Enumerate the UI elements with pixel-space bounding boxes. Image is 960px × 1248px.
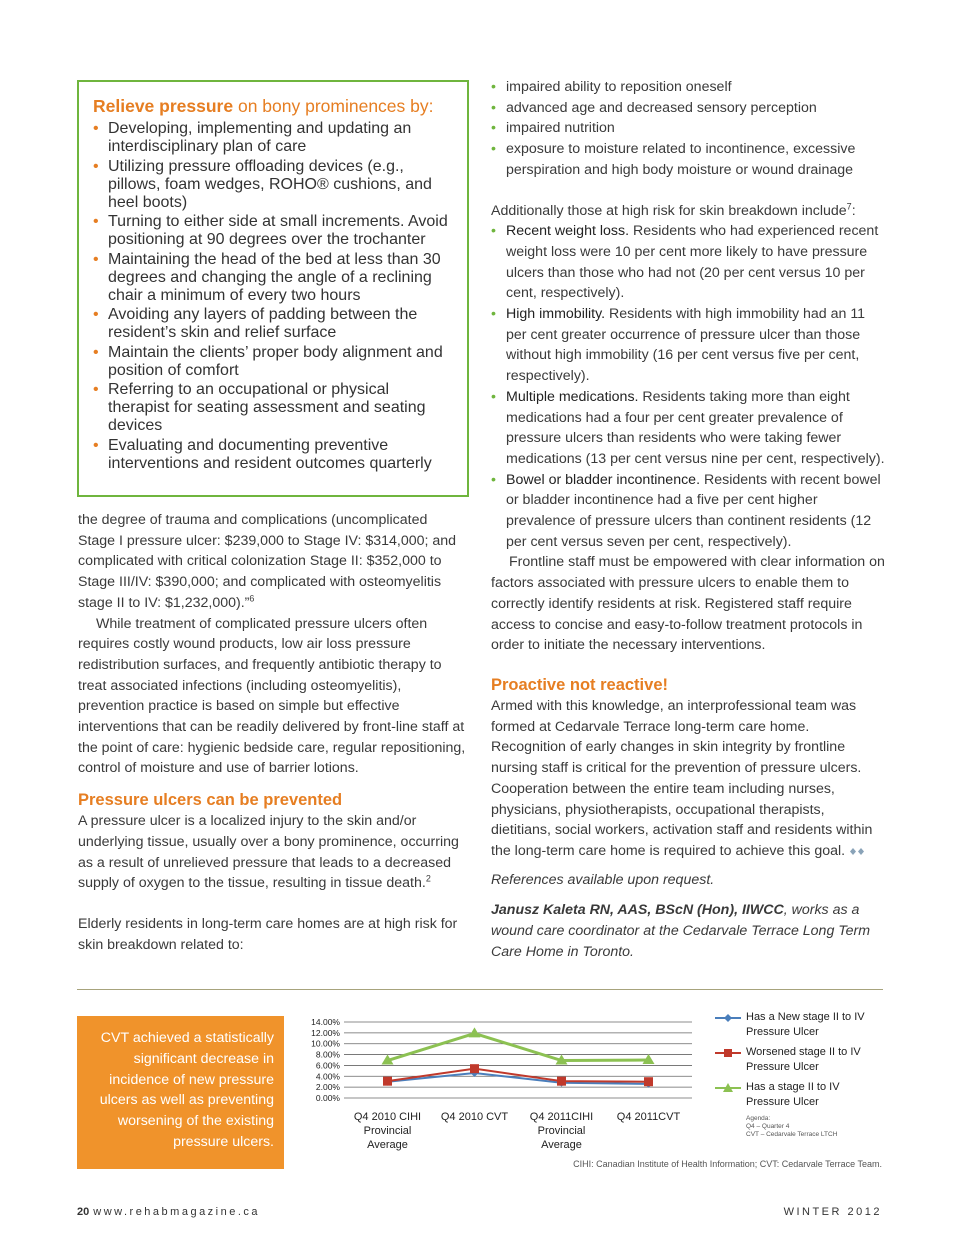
list-item: • High immobility. Residents with high immobility had an 11 per cent greater occurrence of pressure ulcer than those without high immobility (16 per cent versus five per cent, respectively). (491, 304, 885, 387)
chart-legend (715, 1010, 885, 1139)
paragraph: Frontline staff must be empowered with clear information on factors associated with pressure ulcers to enable them to correctly identify residents at risk. Registered staff require access to concise and easy-to-follow treatment protocols in order to initiate the necessary interventions. (491, 554, 885, 654)
list-item: • Evaluating and documenting preventive interventions and resident outcomes quarterly (93, 437, 453, 473)
legend-label: Pressure Ulcer (746, 1026, 819, 1038)
legend-label: Worsened stage II to IV (746, 1046, 861, 1058)
list-item: • Referring to an occupational or physical therapist for seating assessment and seating devices (93, 381, 453, 435)
paragraph: Additionally those at high risk for skin breakdown include$^7$: (491, 200, 856, 219)
list-item: • advanced age and decreased sensory perception (491, 98, 885, 119)
legend-item (715, 1080, 885, 1110)
legend-label: Pressure Ulcer (746, 1061, 819, 1073)
list-item: • Bowel or bladder incontinence. Residents with recent bowel or bladder incontinence had a five per cent higher prevalence of pressure ulcers than continent residents (12 per cent versus seven per cent, respectively). (491, 470, 885, 553)
legend-line-diamond-icon (715, 1013, 741, 1023)
list-item: • Maintaining the head of the bed at less than 30 degrees and changing the angle of a reclining chair a minimum of every two hours (93, 251, 453, 305)
data-point (644, 1077, 653, 1086)
x-tick-label: Q4 2011CVT (616, 1111, 681, 1123)
x-tick-label: Q4 2010 CVT (440, 1111, 509, 1123)
x-tick-label: Average (367, 1139, 408, 1151)
footer-left (77, 1206, 260, 1218)
legend-line-square-icon (715, 1048, 741, 1058)
section-heading: Proactive not reactive! (491, 675, 668, 694)
paragraph: While treatment of complicated pressure ulcers often requires costly wound products, low air loss pressure redistribution surfaces, and frequently antibiotic therapy to treat associated infections (including osteomyelitis), prevention practice is based on simple but effective interventions that can be readily delivered by front-line staff at the point of care: hygienic bedside care, regular repositioning, control of moisture and use of barrier lotions. (78, 615, 466, 777)
y-tick-label: 12.00% (311, 1027, 340, 1038)
section-heading: Pressure ulcers can be prevented (78, 791, 343, 810)
sidebar-list (93, 120, 453, 473)
legend-item (715, 1045, 885, 1075)
paragraph: Elderly residents in long-term care homes are at high risk for skin breakdown related to: (78, 915, 458, 953)
legend-line-triangle-icon (715, 1083, 741, 1093)
issue-label: WINTER 2012 (783, 1206, 882, 1218)
y-tick-label: 6.00% (315, 1060, 340, 1071)
data-point (470, 1064, 479, 1073)
series-line (388, 1069, 649, 1082)
paragraph: Armed with this knowledge, an interprofessional team was formed at Cedarvale Terrace long-term care home. Recognition of early changes in skin integrity by frontline nursing staff is critical for the prevention of pressure ulcers. Cooperation between the entire team including nurses, physicians, physiotherapists, occupational therapists, dietitians, social workers, activation staff and residents within the long-term care home is required to achieve this goal. (491, 697, 873, 859)
y-tick-label: 10.00% (311, 1038, 340, 1049)
list-item: • impaired nutrition (491, 118, 885, 139)
y-tick-label: 4.00% (315, 1071, 340, 1082)
list-item: • Avoiding any layers of padding between the resident’s skin and relief surface (93, 306, 453, 342)
line-chart (296, 1010, 706, 1160)
sidebar-title: Relieve pressure on bony prominences by: (93, 96, 434, 116)
y-tick-label: 0.00% (315, 1093, 340, 1103)
divider (77, 989, 883, 990)
risk-factor-list (491, 77, 885, 181)
callout-box: CVT achieved a statistically significant decrease in incidence of new pressure ulcers as well as preventing worsening of the existing pressure ulcers. (77, 1016, 284, 1169)
list-item: • Recent weight loss. Residents who had experienced recent weight loss were 10 per cent more likely to have pressure ulcers than those who had not (20 per cent versus 10 per cent, respectively). (491, 221, 885, 304)
list-item: • impaired ability to reposition oneself (491, 77, 885, 98)
author-bio: Janusz Kaleta RN, AAS, BScN (Hon), IIWCC, works as a wound care coordinator at the Cedarvale Terrace Long Term Care Home in Toronto. (491, 902, 871, 960)
end-mark-icon (849, 847, 866, 856)
page-number: 20 (77, 1206, 90, 1218)
chart-agenda: Agenda: Q4 – Quarter 4 CVT – Cedarvale Terrace LTCH (746, 1115, 838, 1138)
series-line (388, 1033, 649, 1060)
list-item: • exposure to moisture related to incontinence, excessive perspiration and high body moisture or wound drainage (491, 139, 885, 180)
y-tick-label: 8.00% (315, 1049, 340, 1060)
y-tick-label: 2.00% (315, 1082, 340, 1093)
list-item: • Developing, implementing and updating an interdisciplinary plan of care (93, 120, 453, 156)
list-item: • Multiple medications. Residents taking more than eight medications had a four per cent greater prevalence of pressure ulcers than residents who were taking fewer medications (13 per cent versus nine per cent, respectively). (491, 387, 885, 470)
list-item: • Turning to either side at small increments. Avoid positioning at 90 degrees over the trochanter (93, 213, 453, 249)
left-column (78, 510, 466, 955)
data-point (383, 1077, 392, 1086)
legend-item (715, 1010, 885, 1040)
chart-source-note: CIHI: Canadian Institute of Health Information; CVT: Cedarvale Terrace Team. (573, 1159, 882, 1169)
legend-label: Has a New stage II to IV (746, 1011, 865, 1023)
y-tick-label: 14.00% (311, 1017, 340, 1027)
x-tick-label: Q4 2011CIHI (529, 1111, 594, 1123)
x-tick-label: Average (541, 1139, 582, 1151)
right-column (491, 77, 885, 962)
list-item: • Utilizing pressure offloading devices (e.g., pillows, foam wedges, ROHO® cushions, and heel boots) (93, 158, 453, 212)
references-note: References available upon request. (491, 871, 715, 888)
high-risk-list (491, 221, 885, 552)
data-point (557, 1077, 566, 1086)
legend-label: Has a stage II to IV (746, 1081, 840, 1093)
legend-label: Pressure Ulcer (746, 1096, 819, 1108)
site-url: www.rehabmagazine.ca (93, 1206, 261, 1218)
data-point (469, 1027, 481, 1037)
x-tick-label: Provincial (537, 1125, 586, 1137)
list-item: • Maintain the clients’ proper body alignment and position of comfort (93, 344, 453, 380)
x-tick-label: Q4 2010 CIHI (353, 1111, 422, 1123)
paragraph: the degree of trauma and complications (uncomplicated Stage I pressure ulcer: $239,000 to Stage IV: $314,000; and complicated with critical colonization Stage II: $352,000 to Stage III/IV: $390,000; and complicated with osteomyelitis stage II to IV: $1,232,000).”$^6$ (78, 512, 457, 611)
x-tick-label: Provincial (363, 1125, 412, 1137)
paragraph: A pressure ulcer is a localized injury to the skin and/or underlying tissue, usually over a bony prominence, occurring as a result of unrelieved pressure that leads to a decreased supply of oxygen to the tissue, resulting in tissue death.$^2$ (78, 813, 459, 892)
sidebar-box (77, 80, 469, 497)
